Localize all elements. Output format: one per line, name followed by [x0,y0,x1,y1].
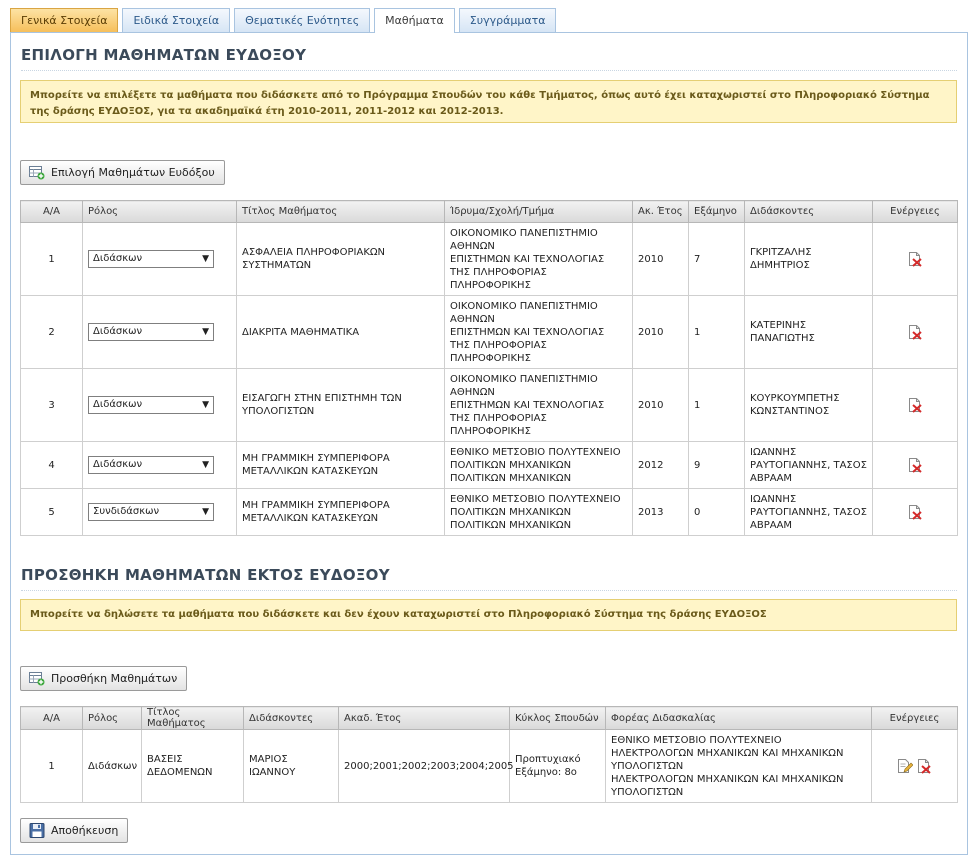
institution-university: ΕΘΝΙΚΟ ΜΕΤΣΟΒΙΟ ΠΟΛΥΤΕΧΝΕΙΟ [450,446,621,458]
course-title: ΔΙΑΚΡΙΤΑ ΜΑΘΗΜΑΤΙΚΑ [237,296,445,369]
table-row [21,442,958,489]
eudoxus-section-title: ΕΠΙΛΟΓΗ ΜΑΘΗΜΑΤΩΝ ΕΥΔΟΞΟΥ [21,46,957,71]
row-aa: 5 [21,489,83,536]
col-year: Ακ. Έτος [633,201,689,223]
role-select[interactable] [88,456,214,474]
role-cell [83,369,237,442]
semester: 1 [689,296,745,369]
add-courses-label: Προσθήκη Μαθημάτων [51,672,178,685]
tab-bar [10,8,560,32]
role-select-value: Διδάσκων [93,326,143,337]
dropdown-arrow-icon: ▼ [202,507,209,517]
institution-school: ΕΠΙΣΤΗΜΩΝ ΚΑΙ ΤΕΧΝΟΛΟΓΙΑΣ ΤΗΣ ΠΛΗΡΟΦΟΡΙΑΣ [450,253,605,278]
actions-cell [873,442,958,489]
role-select[interactable] [88,250,214,268]
col-institution: Ίδρυμα/Σχολή/Τμήμα [445,201,633,223]
dropdown-arrow-icon: ▼ [202,400,209,410]
course-title: ΒΑΣΕΙΣ ΔΕΔΟΜΕΝΩΝ [142,730,244,803]
row-aa: 1 [21,730,83,803]
delete-icon[interactable] [907,397,923,413]
col-aa: Α/Α [21,201,83,223]
table-header-row [21,707,958,730]
dropdown-arrow-icon: ▼ [202,460,209,470]
institution-school: ΕΠΙΣΤΗΜΩΝ ΚΑΙ ΤΕΧΝΟΛΟΓΙΑΣ ΤΗΣ ΠΛΗΡΟΦΟΡΙΑΣ [450,326,605,351]
teachers: ΙΩΑΝΝΗΣ ΡΑΥΤΟΓΙΑΝΝΗΣ, ΤΑΣΟΣ ΑΒΡΑΑΜ [745,489,873,536]
table-row [21,369,958,442]
role-cell [83,223,237,296]
role-select-value: Συνδιδάσκων [93,506,160,517]
col-semester: Εξάμηνο [689,201,745,223]
table-row [21,730,958,803]
actions-cell [873,223,958,296]
col-cycle: Κύκλος Σπουδών [510,707,606,730]
role-select-value: Διδάσκων [93,253,143,264]
table-row [21,223,958,296]
col-actions: Ενέργειες [872,707,958,730]
col-actions: Ενέργειες [873,201,958,223]
institution-university: ΟΙΚΟΝΟΜΙΚΟ ΠΑΝΕΠΙΣΤΗΜΙΟ ΑΘΗΝΩΝ [450,227,598,252]
delete-icon[interactable] [907,324,923,340]
teaching-body-department: ΗΛΕΚΤΡΟΛΟΓΩΝ ΜΗΧΑΝΙΚΩΝ ΚΑΙ ΜΗΧΑΝΙΚΩΝ ΥΠΟΛΟΓΙΣΤΩΝ [611,773,844,798]
academic-year: 2010 [633,296,689,369]
floppy-disk-icon [29,823,45,838]
add-courses-button[interactable] [20,666,187,691]
external-section-title: ΠΡΟΣΘΗΚΗ ΜΑΘΗΜΑΤΩΝ ΕΚΤΟΣ ΕΥΔΟΞΟΥ [21,566,957,591]
academic-year: 2013 [633,489,689,536]
institution-university: ΟΙΚΟΝΟΜΙΚΟ ΠΑΝΕΠΙΣΤΗΜΙΟ ΑΘΗΝΩΝ [450,373,598,398]
row-aa: 1 [21,223,83,296]
table-add-icon [29,671,45,686]
role-cell [83,442,237,489]
study-cycle-cell [510,730,606,803]
teachers: ΚΟΥΡΚΟΥΜΠΕΤΗΣ ΚΩΝΣΤΑΝΤΙΝΟΣ [745,369,873,442]
teachers: ΓΚΡΙΤΖΑΛΗΣ ΔΗΜΗΤΡΙΟΣ [745,223,873,296]
teaching-body-school: ΗΛΕΚΤΡΟΛΟΓΩΝ ΜΗΧΑΝΙΚΩΝ ΚΑΙ ΜΗΧΑΝΙΚΩΝ ΥΠΟΛΟΓΙΣΤΩΝ [611,747,844,772]
external-notice: Μπορείτε να δηλώσετε τα μαθήματα που διδάσκετε και δεν έχουν καταχωριστεί στο Πληροφοριακό Σύστημα της δράσης ΕΥΔΟΞΟΣ [20,599,957,631]
select-eudoxus-courses-label: Επιλογή Μαθημάτων Ευδόξου [51,166,215,179]
tab-courses[interactable]: Μαθήματα [374,8,455,33]
course-title: ΕΙΣΑΓΩΓΗ ΣΤΗΝ ΕΠΙΣΤΗΜΗ ΤΩΝ ΥΠΟΛΟΓΙΣΤΩΝ [237,369,445,442]
table-add-icon [29,165,45,180]
save-button[interactable] [20,818,128,843]
tab-specific[interactable]: Ειδικά Στοιχεία [122,8,230,32]
actions-cell [872,730,958,803]
institution-cell [445,369,633,442]
dropdown-arrow-icon: ▼ [202,254,209,264]
course-title: ΜΗ ΓΡΑΜΜΙΚΗ ΣΥΜΠΕΡΙΦΟΡΑ ΜΕΤΑΛΛΙΚΩΝ ΚΑΤΑΣΚΕΥΩΝ [237,442,445,489]
semester: 9 [689,442,745,489]
table-header-row [21,201,958,223]
institution-cell [445,442,633,489]
col-role: Ρόλος [83,201,237,223]
semester: 0 [689,489,745,536]
col-title: Τίτλος Μαθήματος [237,201,445,223]
actions-cell [873,369,958,442]
role-select[interactable] [88,323,214,341]
actions-cell [873,489,958,536]
academic-year: 2010 [633,369,689,442]
institution-school: ΕΠΙΣΤΗΜΩΝ ΚΑΙ ΤΕΧΝΟΛΟΓΙΑΣ ΤΗΣ ΠΛΗΡΟΦΟΡΙΑΣ [450,399,605,424]
academic-year: 2010 [633,223,689,296]
study-cycle: Προπτυχιακό [515,754,581,765]
teachers: ΙΩΑΝΝΗΣ ΡΑΥΤΟΓΙΑΝΝΗΣ, ΤΑΣΟΣ ΑΒΡΑΑΜ [745,442,873,489]
actions-cell [873,296,958,369]
institution-cell [445,296,633,369]
row-aa: 2 [21,296,83,369]
institution-department: ΠΛΗΡΟΦΟΡΙΚΗΣ [450,352,531,364]
teaching-body-cell [606,730,872,803]
course-title: ΑΣΦΑΛΕΙΑ ΠΛΗΡΟΦΟΡΙΑΚΩΝ ΣΥΣΤΗΜΑΤΩΝ [237,223,445,296]
eudoxus-notice: Μπορείτε να επιλέξετε τα μαθήματα που διδάσκετε από το Πρόγραμμα Σπουδών του κάθε Τμήματος, όπως αυτό έχει καταχωριστεί στο Πληροφοριακό Σύστημα της δράσης ΕΥΔΟΞΟΣ, για τα ακαδημαϊκά έτη 2010-2011, 2011-2012 και 2012-2013. [20,80,957,123]
col-title: Τίτλος Μαθήματος [142,707,244,730]
institution-cell [445,489,633,536]
course-title: ΜΗ ΓΡΑΜΜΙΚΗ ΣΥΜΠΕΡΙΦΟΡΑ ΜΕΤΑΛΛΙΚΩΝ ΚΑΤΑΣΚΕΥΩΝ [237,489,445,536]
institution-department: ΠΛΗΡΟΦΟΡΙΚΗΣ [450,425,531,437]
save-label: Αποθήκευση [51,824,119,837]
institution-department: ΠΟΛΙΤΙΚΩΝ ΜΗΧΑΝΙΚΩΝ [450,519,572,531]
role-select-value: Διδάσκων [93,459,143,470]
semester: 1 [689,369,745,442]
dropdown-arrow-icon: ▼ [202,327,209,337]
table-row [21,296,958,369]
external-courses-table [20,706,958,803]
table-row [21,489,958,536]
col-aa: Α/Α [21,707,83,730]
tab-topics[interactable]: Θεματικές Ενότητες [234,8,370,32]
institution-university: ΟΙΚΟΝΟΜΙΚΟ ΠΑΝΕΠΙΣΤΗΜΙΟ ΑΘΗΝΩΝ [450,300,598,325]
col-role: Ρόλος [83,707,142,730]
institution-university: ΕΘΝΙΚΟ ΜΕΤΣΟΒΙΟ ΠΟΛΥΤΕΧΝΕΙΟ [450,493,621,505]
role-select-value: Διδάσκων [93,399,143,410]
select-eudoxus-courses-button[interactable] [20,160,225,185]
col-teachers: Διδάσκοντες [244,707,339,730]
role-cell [83,296,237,369]
teachers: ΚΑΤΕΡΙΝΗΣ ΠΑΝΑΓΙΩΤΗΣ [745,296,873,369]
eudoxus-courses-table [20,200,958,536]
delete-icon[interactable] [916,758,932,774]
delete-icon[interactable] [907,457,923,473]
institution-cell [445,223,633,296]
row-aa: 3 [21,369,83,442]
col-year: Ακαδ. Έτος [339,707,510,730]
role: Διδάσκων [83,730,142,803]
institution-school: ΠΟΛΙΤΙΚΩΝ ΜΗΧΑΝΙΚΩΝ [450,459,572,471]
role-select[interactable] [88,503,214,521]
col-teachers: Διδάσκοντες [745,201,873,223]
institution-department: ΠΟΛΙΤΙΚΩΝ ΜΗΧΑΝΙΚΩΝ [450,472,572,484]
role-cell [83,489,237,536]
delete-icon[interactable] [907,251,923,267]
institution-school: ΠΟΛΙΤΙΚΩΝ ΜΗΧΑΝΙΚΩΝ [450,506,572,518]
edit-icon[interactable] [897,758,913,774]
tab-general[interactable]: Γενικά Στοιχεία [10,8,118,32]
courses-panel [10,32,968,855]
delete-icon[interactable] [907,504,923,520]
col-teaching-body: Φορέας Διδασκαλίας [606,707,872,730]
teaching-body-university: ΕΘΝΙΚΟ ΜΕΤΣΟΒΙΟ ΠΟΛΥΤΕΧΝΕΙΟ [611,734,782,746]
row-aa: 4 [21,442,83,489]
academic-years: 2000;2001;2002;2003;2004;2005 [339,730,510,803]
institution-department: ΠΛΗΡΟΦΟΡΙΚΗΣ [450,279,531,291]
teachers: ΜΑΡΙΟΣ ΙΩΑΝΝΟΥ [244,730,339,803]
semester: 7 [689,223,745,296]
role-select[interactable] [88,396,214,414]
academic-year: 2012 [633,442,689,489]
tab-textbooks[interactable]: Συγγράμματα [459,8,557,32]
semester: Εξάμηνο: 8ο [515,767,577,778]
